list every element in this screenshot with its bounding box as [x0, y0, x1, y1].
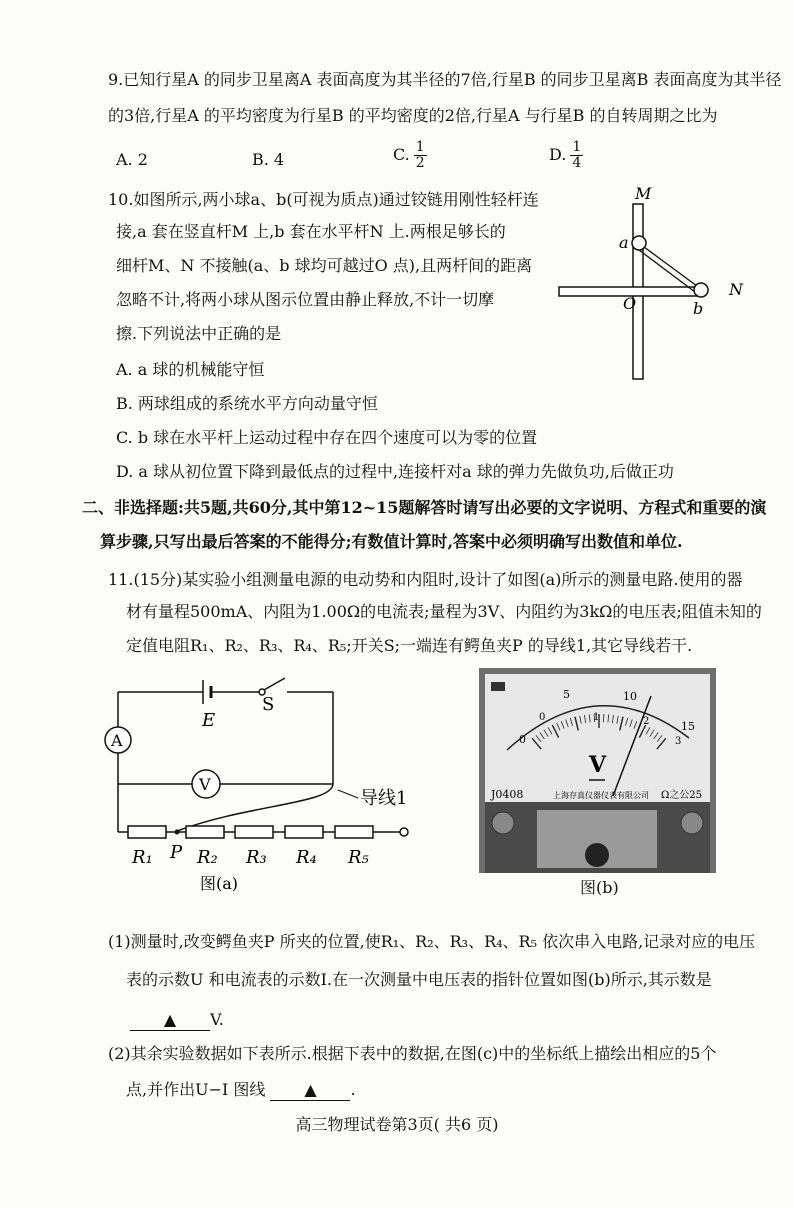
q10-option-c: C. b 球在水平杆上运动过程中存在四个速度可以为零的位置	[116, 428, 538, 447]
q9-line1: 9.已知行星A 的同步卫星离A 表面高度为其半径的7倍,行星B 的同步卫星离B 表面高度为其半径	[108, 70, 782, 89]
q9-option-c-denominator: 2	[415, 155, 425, 171]
q10-option-a: A. a 球的机械能守恒	[116, 360, 265, 379]
q11-part2-end: .	[350, 1080, 356, 1099]
q11-line3: 定值电阻R₁、R₂、R₃、R₄、R₅;开关S;一端连有鳄鱼夹P 的导线1,其它导线若干.	[126, 636, 693, 655]
q11-line1: 11.(15分)某实验小组测量电源的电动势和内阻时,设计了如图(a)所示的测量电路.使用的器	[108, 570, 743, 589]
q9-option-a: A. 2	[116, 150, 148, 169]
wire-1-pointer	[338, 790, 358, 798]
page-footer: 高三物理试卷第3页( 共6 页)	[295, 1115, 499, 1134]
scale-bottom-3: 3	[675, 736, 682, 747]
q10-line3: 细杆M、N 不接触(a、b 球均可越过O 点),且两杆间的距离	[116, 256, 533, 275]
scale-bottom-0: 0	[539, 712, 546, 723]
scale-top-10: 10	[623, 690, 637, 703]
q11-part2-text: 点,并作出U−I 图线	[126, 1080, 266, 1099]
meter-model: J0408	[491, 788, 524, 801]
q9-option-c-numerator: 1	[415, 139, 425, 155]
meter-class: Ω之公25	[661, 790, 703, 801]
voltmeter-label: V	[199, 775, 211, 794]
label-r3: R₃	[246, 847, 267, 868]
scale-top-15: 15	[681, 720, 695, 733]
section2-line1: 二、非选择题:共5题,共60分,其中第12~15题解答时请写出必要的文字说明、方程式和重要的演	[82, 498, 767, 517]
q10-line2: 接,a 套在竖直杆M 上,b 套在水平杆N 上.两根足够长的	[116, 222, 506, 241]
resistor-r1	[128, 826, 166, 838]
ball-a	[632, 236, 646, 250]
label-o: O	[623, 294, 637, 313]
meter-maker: 上海存真仪器仪表有限公司	[553, 791, 649, 800]
connecting-rod	[640, 244, 701, 289]
scale-bottom-2: 2	[643, 716, 650, 727]
label-n: N	[729, 280, 743, 299]
q11-part2-blank[interactable]: ▲	[270, 1080, 350, 1101]
ammeter-label: A	[111, 731, 123, 750]
label-r2: R₂	[197, 847, 218, 868]
q9-line2: 的3倍,行星A 的平均密度为行星B 的平均密度的2倍,行星A 与行星B 的自转周期之比为	[108, 106, 718, 125]
section2-line2: 算步骤,只写出最后答案的不能得分;有数值计算时,答案中必须明确写出数值和单位.	[100, 532, 683, 551]
q10-option-d: D. a 球从初位置下降到最低点的过程中,连接杆对a 球的弹力先做负功,后做正功	[116, 462, 674, 481]
wire-1-label: 导线1	[360, 788, 408, 809]
q10-line1: 10.如图所示,两小球a、b(可视为质点)通过铰链用刚性轻杆连	[108, 190, 539, 209]
q11-part1-blank[interactable]: ▲	[130, 1010, 210, 1031]
resistor-r2	[186, 826, 224, 838]
figure-a-caption: 图(a)	[200, 874, 239, 893]
connecting-rod-edge	[635, 247, 695, 292]
q9-option-c-label: C.	[393, 145, 410, 164]
terminal-left	[492, 812, 514, 834]
q11-line2: 材有量程500mA、内阻为1.00Ω的电流表;量程为3V、内阻约为3kΩ的电压表;阻值未知的	[126, 602, 762, 621]
voltmeter-photo-figure-b	[479, 668, 716, 873]
terminal-end	[400, 828, 408, 836]
q9-option-d-label: D.	[549, 145, 567, 164]
label-m: M	[635, 184, 652, 203]
resistor-r3	[235, 826, 273, 838]
meter-logo	[491, 682, 505, 691]
scale-top-5: 5	[563, 688, 570, 701]
q11-part1-line1: (1)测量时,改变鳄鱼夹P 所夹的位置,使R₁、R₂、R₃、R₄、R₅ 依次串入电路,记录对应的电压	[108, 932, 756, 951]
label-r5: R₅	[348, 847, 369, 868]
terminal-right	[681, 812, 703, 834]
label-b: b	[693, 299, 704, 318]
label-a: a	[619, 233, 629, 252]
meter-unit: V	[589, 752, 607, 778]
q10-figure	[555, 182, 755, 382]
scale-bottom-1: 1	[593, 712, 600, 723]
switch-blade	[264, 678, 285, 690]
q9-option-b: B. 4	[252, 150, 285, 169]
circuit-figure-a	[100, 672, 430, 894]
scale-top-0: 0	[519, 733, 526, 746]
q9-option-d	[549, 140, 583, 171]
q11-part1-answer	[130, 1010, 224, 1031]
q11-part2-line2	[126, 1080, 356, 1101]
resistor-r4	[285, 826, 323, 838]
q9-option-d-fraction	[570, 140, 583, 171]
label-r1: R₁	[132, 847, 153, 868]
label-s: S	[262, 694, 275, 715]
q11-part2-line1: (2)其余实验数据如下表所示.根据下表中的数据,在图(c)中的坐标纸上描绘出相应的5个	[108, 1044, 717, 1063]
clip-p-point	[175, 830, 180, 835]
q10-option-b: B. 两球组成的系统水平方向动量守恒	[116, 394, 378, 413]
q9-option-d-numerator: 1	[572, 139, 582, 155]
ball-b	[694, 283, 708, 297]
label-p: P	[170, 842, 183, 863]
zero-adjust-knob	[585, 843, 609, 867]
label-e: E	[202, 710, 216, 731]
q9-option-c	[393, 140, 427, 171]
q10-line4: 忽略不计,将两小球从图示位置由静止释放,不计一切摩	[116, 290, 495, 309]
q11-part1-unit: V.	[210, 1010, 224, 1029]
q11-part1-line2: 表的示数U 和电流表的示数I.在一次测量中电压表的指针位置如图(b)所示,其示数是	[126, 970, 712, 989]
q9-option-d-denominator: 4	[572, 155, 582, 171]
figure-b-caption: 图(b)	[580, 878, 619, 897]
q9-option-c-fraction	[414, 140, 427, 171]
label-r4: R₄	[296, 847, 317, 868]
resistor-r5	[335, 826, 373, 838]
q10-line5: 擦.下列说法中正确的是	[116, 324, 282, 343]
